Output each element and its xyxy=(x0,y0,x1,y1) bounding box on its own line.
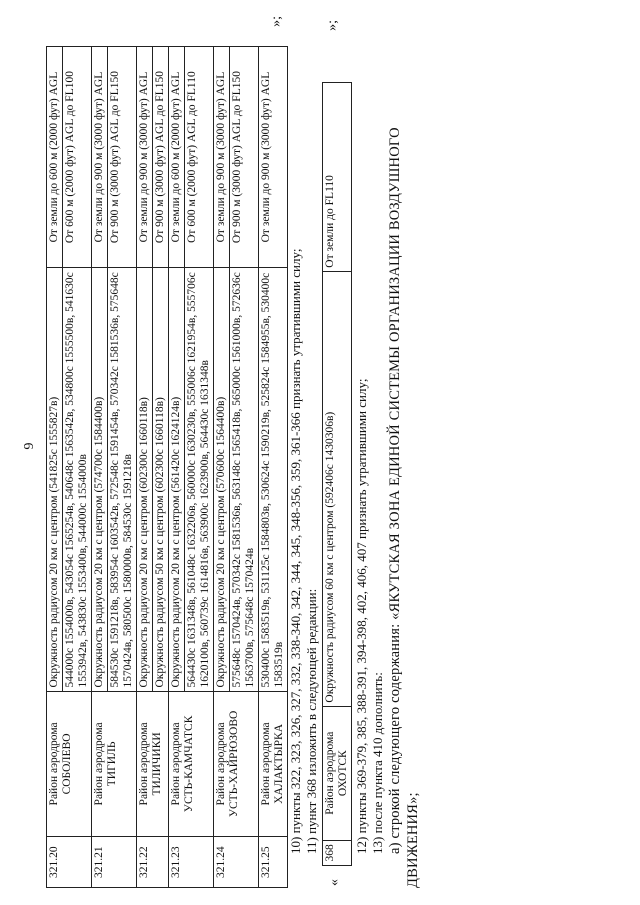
altitude-limits: От 900 м (3000 фут) AGL до FL150 xyxy=(153,47,169,268)
aerodrome-title: СОБОЛЕВО xyxy=(61,733,73,795)
aerodrome-title: ТИЛИЧИКИ xyxy=(151,732,163,796)
row-number: 321.21 xyxy=(92,837,137,888)
aerodrome-label: Район аэродрома xyxy=(138,722,150,806)
area-description: Окружность радиусом 20 км с центром (574700с 1584400в) xyxy=(92,268,108,691)
altitude-limits: От земли до 900 м (3000 фут) AGL xyxy=(214,47,230,268)
row-number: 321.25 xyxy=(259,837,288,888)
paragraph-13: 13) после пункта 410 дополнить: xyxy=(370,672,385,854)
aerodrome-label: Район аэродрома xyxy=(48,722,60,806)
page-number: 6 xyxy=(20,442,35,450)
aerodrome-label: Район аэродрома xyxy=(324,731,336,815)
altitude-limits: От земли до 600 м (2000 фут) AGL xyxy=(169,47,185,268)
aerodrome-name xyxy=(259,691,288,837)
open-quote: « xyxy=(327,879,342,886)
row-number: 321.20 xyxy=(47,837,92,888)
aerodrome-title: УСТЬ-ХАЙРЮЗОВО xyxy=(228,710,240,818)
aerodrome-title: УСТЬ-КАМЧАТСК xyxy=(183,715,195,813)
table-row xyxy=(47,47,63,888)
row-number: 321.22 xyxy=(137,837,169,888)
aerodrome-title: ТИГИЛЬ xyxy=(106,741,118,787)
area-description: Окружность радиусом 20 км с центром (561420с 1624124в) xyxy=(169,268,185,691)
aerodrome-title: ХАЛАКТЫРКА xyxy=(273,724,285,804)
aerodrome-name xyxy=(92,691,137,837)
table-row xyxy=(137,47,153,888)
aerodrome-label: Район аэродрома xyxy=(93,722,105,806)
aerodrome-name xyxy=(214,691,259,837)
airspace-table xyxy=(46,46,288,888)
area-description: Окружность радиусом 50 км с центром (602300с 1660118в) xyxy=(153,268,169,691)
area-description: 584530с 1591218в, 583954с 1603542в, 572548с 1591454в, 570342с 1581536в, 575648с 1570424в, 580500с 1580000в, 584530с 1591218в xyxy=(108,268,137,691)
aerodrome-label: Район аэродрома xyxy=(260,722,272,806)
aerodrome-label: Район аэродрома xyxy=(215,722,227,806)
area-description: Окружность радиусом 20 км с центром (541825с 1555827в) xyxy=(47,268,63,691)
altitude-limits: От земли до 900 м (3000 фут) AGL xyxy=(137,47,153,268)
table-row xyxy=(323,83,352,866)
aerodrome-label: Район аэродрома xyxy=(170,722,182,806)
area-description: Окружность радиусом 60 км с центром (592406с 1430306в) xyxy=(323,271,352,706)
replacement-table xyxy=(322,82,352,866)
area-description: 530400с 1583519в, 531125с 1584803в, 530624с 1590219в, 525824с 1584955в, 530400с 1583519в xyxy=(259,268,288,691)
altitude-limits: От земли до 900 м (3000 фут) AGL xyxy=(259,47,288,268)
table-row xyxy=(214,47,230,888)
paragraph-13a-line2: ДВИЖЕНИЯ»; xyxy=(405,792,421,888)
paragraph-11: 11) пункт 368 изложить в следующей редакции: xyxy=(304,588,319,854)
altitude-limits: От земли до 900 м (3000 фут) AGL xyxy=(92,47,108,268)
altitude-limits: От земли до FL110 xyxy=(323,83,352,272)
close-quote: »; xyxy=(325,20,340,31)
area-description: 575648с 1570424в, 570342с 1581536в, 563148с 1565418в, 565000с 1561000в, 572636с 1563700в, 575648с 1570424в xyxy=(230,268,259,691)
table-row xyxy=(92,47,108,888)
paragraph-13a-line1: а) строкой следующего содержания: «ЯКУТСКАЯ ЗОНА ЕДИНОЙ СИСТЕМЫ ОРГАНИЗАЦИИ ВОЗДУШНОГО xyxy=(387,127,403,854)
altitude-limits: От 600 м (2000 фут) AGL до FL100 xyxy=(63,47,92,268)
altitude-limits: От земли до 600 м (2000 фут) AGL xyxy=(47,47,63,268)
aerodrome-name xyxy=(323,706,352,840)
aerodrome-name xyxy=(169,691,214,837)
aerodrome-title: ОХОТСК xyxy=(337,750,349,797)
paragraph-10: 10) пункты 322, 323, 326, 327, 332, 338-340, 342, 344, 345, 348-356, 359, 361-366 признать утратившими силу; xyxy=(288,248,303,854)
area-description: Окружность радиусом 20 км с центром (570600с 1564400в) xyxy=(214,268,230,691)
table-closing-quote: »; xyxy=(269,16,284,27)
altitude-limits: От 600 м (2000 фут) AGL до FL110 xyxy=(185,47,214,268)
table-row xyxy=(259,47,288,888)
altitude-limits: От 900 м (3000 фут) AGL до FL150 xyxy=(230,47,259,268)
aerodrome-name xyxy=(137,691,169,837)
area-description: Окружность радиусом 20 км с центром (602300с 1660118в) xyxy=(137,268,153,691)
area-description: 544000с 1554000в, 543054с 1565254в, 540648с 1563542в, 534800с 1555500в, 541630с 1553942в, 543830с 1553400в, 544000с 1554000в xyxy=(63,268,92,691)
area-description: 564430с 1631348в, 561048с 1632206в, 560000с 1630230в, 555006с 1621954в, 555706с 1620100в, 560739с 1614816в, 563900с 1623900в, 564430с 1631348в xyxy=(185,268,214,691)
table-row xyxy=(169,47,185,888)
aerodrome-name xyxy=(47,691,92,837)
row-number: 321.24 xyxy=(214,837,259,888)
row-number: 368 xyxy=(323,840,352,865)
paragraph-12: 12) пункты 369-379, 385, 388-391, 394-398, 402, 406, 407 признать утратившими силу; xyxy=(354,378,369,854)
rotated-page-content xyxy=(46,18,606,888)
replacement-table-wrap xyxy=(322,18,352,888)
altitude-limits: От 900 м (3000 фут) AGL до FL150 xyxy=(108,47,137,268)
row-number: 321.23 xyxy=(169,837,214,888)
